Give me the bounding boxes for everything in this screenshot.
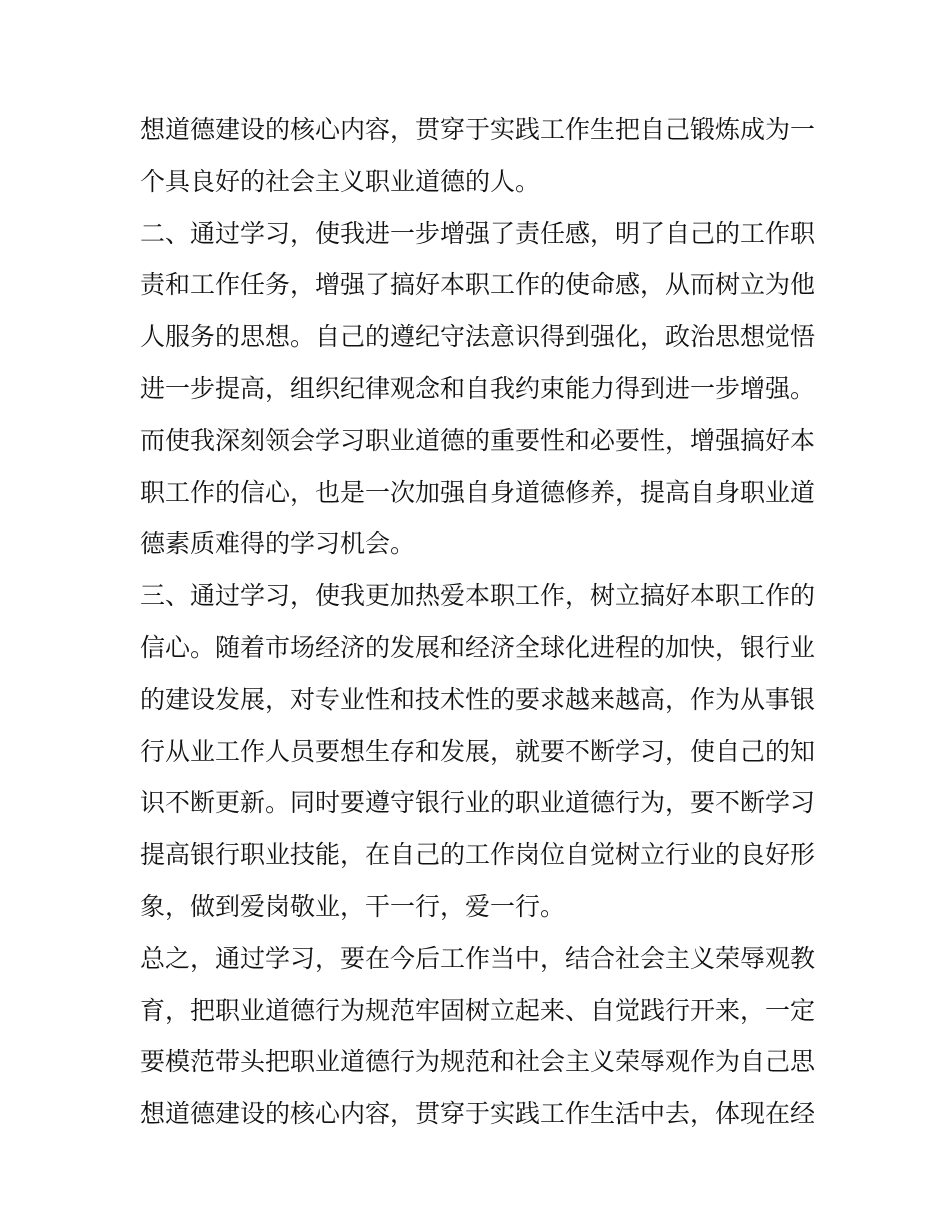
text-line: 责和工作任务，增强了搞好本职工作的使命感，从而树立为他 [140, 270, 816, 300]
text-line: 总之，通过学习，要在今后工作当中，结合社会主义荣辱观教 [140, 943, 816, 973]
text-line: 进一步提高，组织纪律观念和自我约束能力得到进一步增强。 [140, 373, 816, 403]
text-line: 个具良好的社会主义职业道德的人。 [140, 166, 541, 196]
text-line: 信心。随着市场经济的发展和经济全球化进程的加快，银行业 [140, 632, 816, 662]
text-line: 而使我深刻领会学习职业道德的重要性和必要性，增强搞好本 [140, 425, 816, 455]
text-line: 三、通过学习，使我更加热爱本职工作，树立搞好本职工作的 [140, 581, 816, 611]
text-line: 想道德建设的核心内容，贯穿于实践工作生活中去，体现在经 [140, 1099, 816, 1129]
text-line: 德素质难得的学习机会。 [140, 529, 416, 559]
text-line: 要模范带头把职业道德行为规范和社会主义荣辱观作为自己思 [140, 1047, 816, 1077]
text-line: 职工作的信心，也是一次加强自身道德修养，提高自身职业道 [140, 477, 816, 507]
text-line: 识不断更新。同时要遵守银行业的职业道德行为，要不断学习 [140, 788, 816, 818]
text-line: 人服务的思想。自己的遵纪守法意识得到强化，政治思想觉悟 [140, 322, 816, 352]
text-line: 象，做到爱岗敬业，干一行，爱一行。 [140, 891, 566, 921]
text-line: 想道德建设的核心内容，贯穿于实践工作生把自己锻炼成为一 [140, 115, 816, 144]
text-line: 二、通过学习，使我进一步增强了责任感，明了自己的工作职 [140, 218, 816, 248]
text-line: 育，把职业道德行为规范牢固树立起来、自觉践行开来，一定 [140, 995, 816, 1025]
document-body-text [140, 104, 820, 1140]
text-line: 的建设发展，对专业性和技术性的要求越来越高，作为从事银 [140, 684, 816, 714]
text-line: 行从业工作人员要想生存和发展，就要不断学习，使自己的知 [140, 736, 816, 766]
text-line: 提高银行职业技能，在自己的工作岗位自觉树立行业的良好形 [140, 840, 816, 870]
